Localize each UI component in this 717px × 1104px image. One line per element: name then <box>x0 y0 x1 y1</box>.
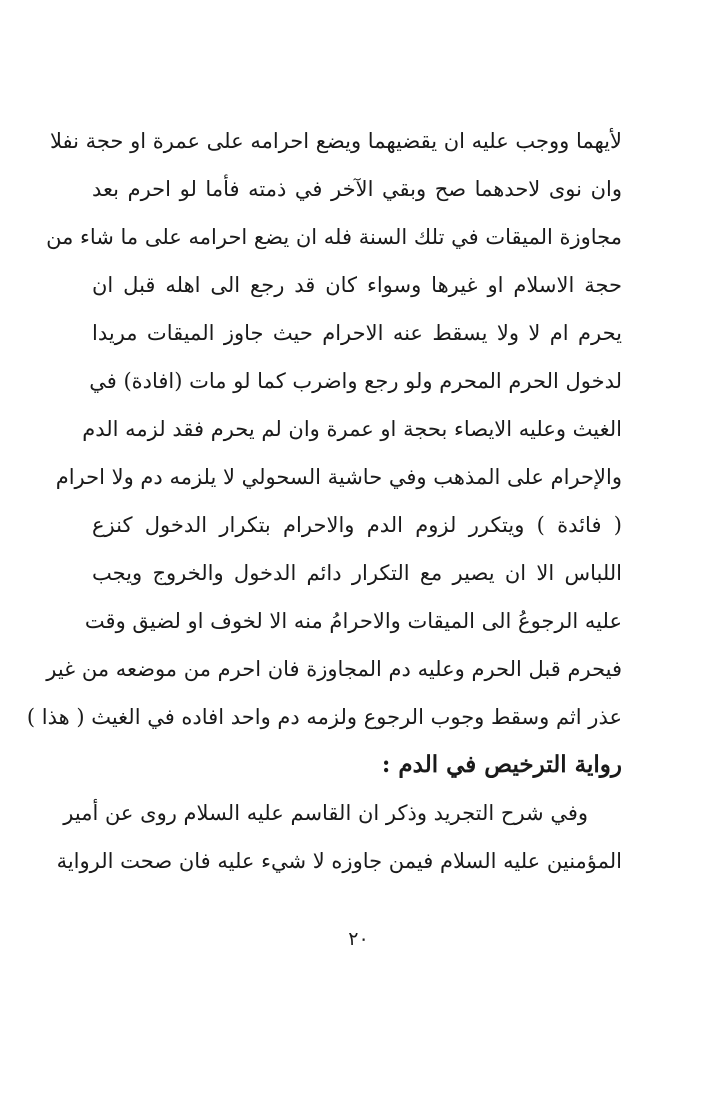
text-line: ( فائدة ) ويتكرر لزوم الدم والاحرام بتكرار الدخول كنزع <box>92 513 622 537</box>
page-text <box>26 117 622 885</box>
text-line: حجة الاسلام او غيرها وسواء كان قد رجع الى اهله قبل ان <box>92 273 622 297</box>
text-line: عذر اثم وسقط وجوب الرجوع ولزمه دم واحد افاده في الغيث ( هذا ) <box>26 705 622 729</box>
section-heading: رواية الترخيص في الدم : <box>381 751 622 778</box>
text-line: اللباس الا ان يصير مع التكرار دائم الدخول والخروج ويجب <box>92 561 622 585</box>
page-number: ٢٠ <box>348 928 369 950</box>
text-line: وان نوى لاحدهما صح وبقي الآخر في ذمته فأما لو احرم بعد <box>92 177 622 201</box>
text-line: يحرم ام لا ولا يسقط عنه الاحرام حيث جاوز الميقات مريدا <box>92 321 622 345</box>
text-line: فيحرم قبل الحرم وعليه دم المجاوزة فان احرم من موضعه من غير <box>46 657 622 681</box>
text-line: وفي شرح التجريد وذكر ان القاسم عليه السلام روى عن أمير <box>63 801 588 825</box>
text-line: الغيث وعليه الايصاء بحجة او عمرة وان لم يحرم فقد لزمه الدم <box>82 417 622 441</box>
text-line: والإحرام على المذهب وفي حاشية السحولي لا يلزمه دم ولا احرام <box>55 465 622 489</box>
text-line: لدخول الحرم المحرم ولو رجع واضرب كما لو مات (افادة) في <box>89 369 622 393</box>
text-line: المؤمنين عليه السلام فيمن جاوزه لا شيء عليه فان صحت الرواية <box>56 849 622 873</box>
text-line: لأيهما ووجب عليه ان يقضيهما ويضع احرامه على عمرة او حجة نفلا <box>49 129 622 153</box>
text-line: مجاوزة الميقات في تلك السنة فله ان يضع احرامه على ما شاء من <box>46 225 622 249</box>
text-line: عليه الرجوعُ الى الميقات والاحرامُ منه الا لخوف او لضيق وقت <box>84 609 622 633</box>
